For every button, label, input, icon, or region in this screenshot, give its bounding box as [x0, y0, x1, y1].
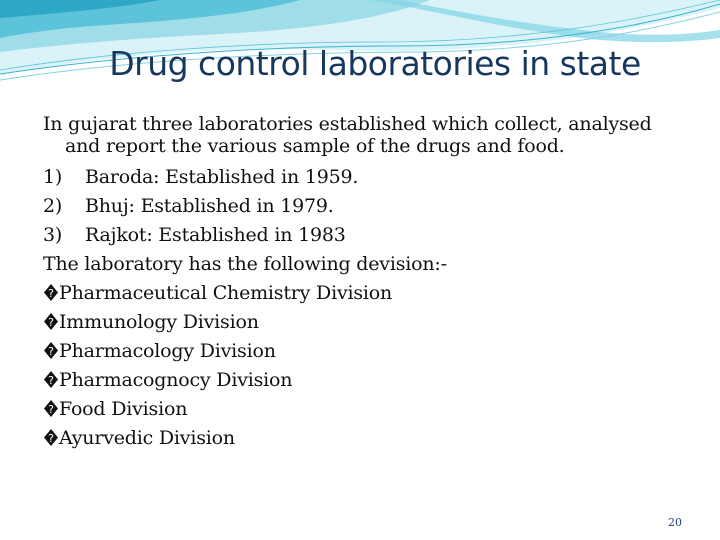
list-item-laboratory [43, 192, 683, 221]
replacement-character-icon [43, 370, 59, 389]
list-item-laboratory [43, 163, 683, 192]
intro-paragraph: In gujarat three laboratories established which collect, analysed and report the various sample of the drugs and food. [43, 113, 652, 157]
svg-text:?: ? [48, 403, 54, 416]
list-number: 3) [43, 224, 63, 246]
divisions-heading: The laboratory has the following devision:- [43, 253, 447, 275]
division-label: Immunology Division [59, 311, 259, 333]
svg-text:?: ? [48, 345, 54, 358]
list-item-laboratory [43, 221, 683, 250]
svg-text:?: ? [48, 316, 54, 329]
list-item-division [43, 308, 683, 337]
slide-title: Drug control laboratories in state [109, 44, 641, 83]
list-item-division [43, 337, 683, 366]
division-label: Ayurvedic Division [59, 427, 235, 449]
replacement-character-icon [43, 312, 59, 331]
svg-text:?: ? [48, 432, 54, 445]
list-item-division [43, 395, 683, 424]
replacement-character-icon [43, 341, 59, 360]
division-label: Pharmaceutical Chemistry Division [59, 282, 393, 304]
slide-body [43, 113, 683, 453]
division-label: Pharmacology Division [59, 340, 276, 362]
division-label: Pharmacognocy Division [59, 369, 293, 391]
list-number: 2) [43, 195, 63, 217]
list-item-division [43, 424, 683, 453]
replacement-character-icon [43, 283, 59, 302]
list-number: 1) [43, 166, 63, 188]
list-item-text: Baroda: Established in 1959. [85, 166, 359, 188]
list-item-text: Bhuj: Established in 1979. [85, 195, 334, 217]
division-label: Food Division [59, 398, 188, 420]
list-item-division [43, 366, 683, 395]
svg-text:?: ? [48, 374, 54, 387]
svg-text:?: ? [48, 287, 54, 300]
page-number: 20 [668, 516, 682, 529]
list-item-text: Rajkot: Established in 1983 [85, 224, 346, 246]
replacement-character-icon [43, 428, 59, 447]
list-item-division [43, 279, 683, 308]
replacement-character-icon [43, 399, 59, 418]
